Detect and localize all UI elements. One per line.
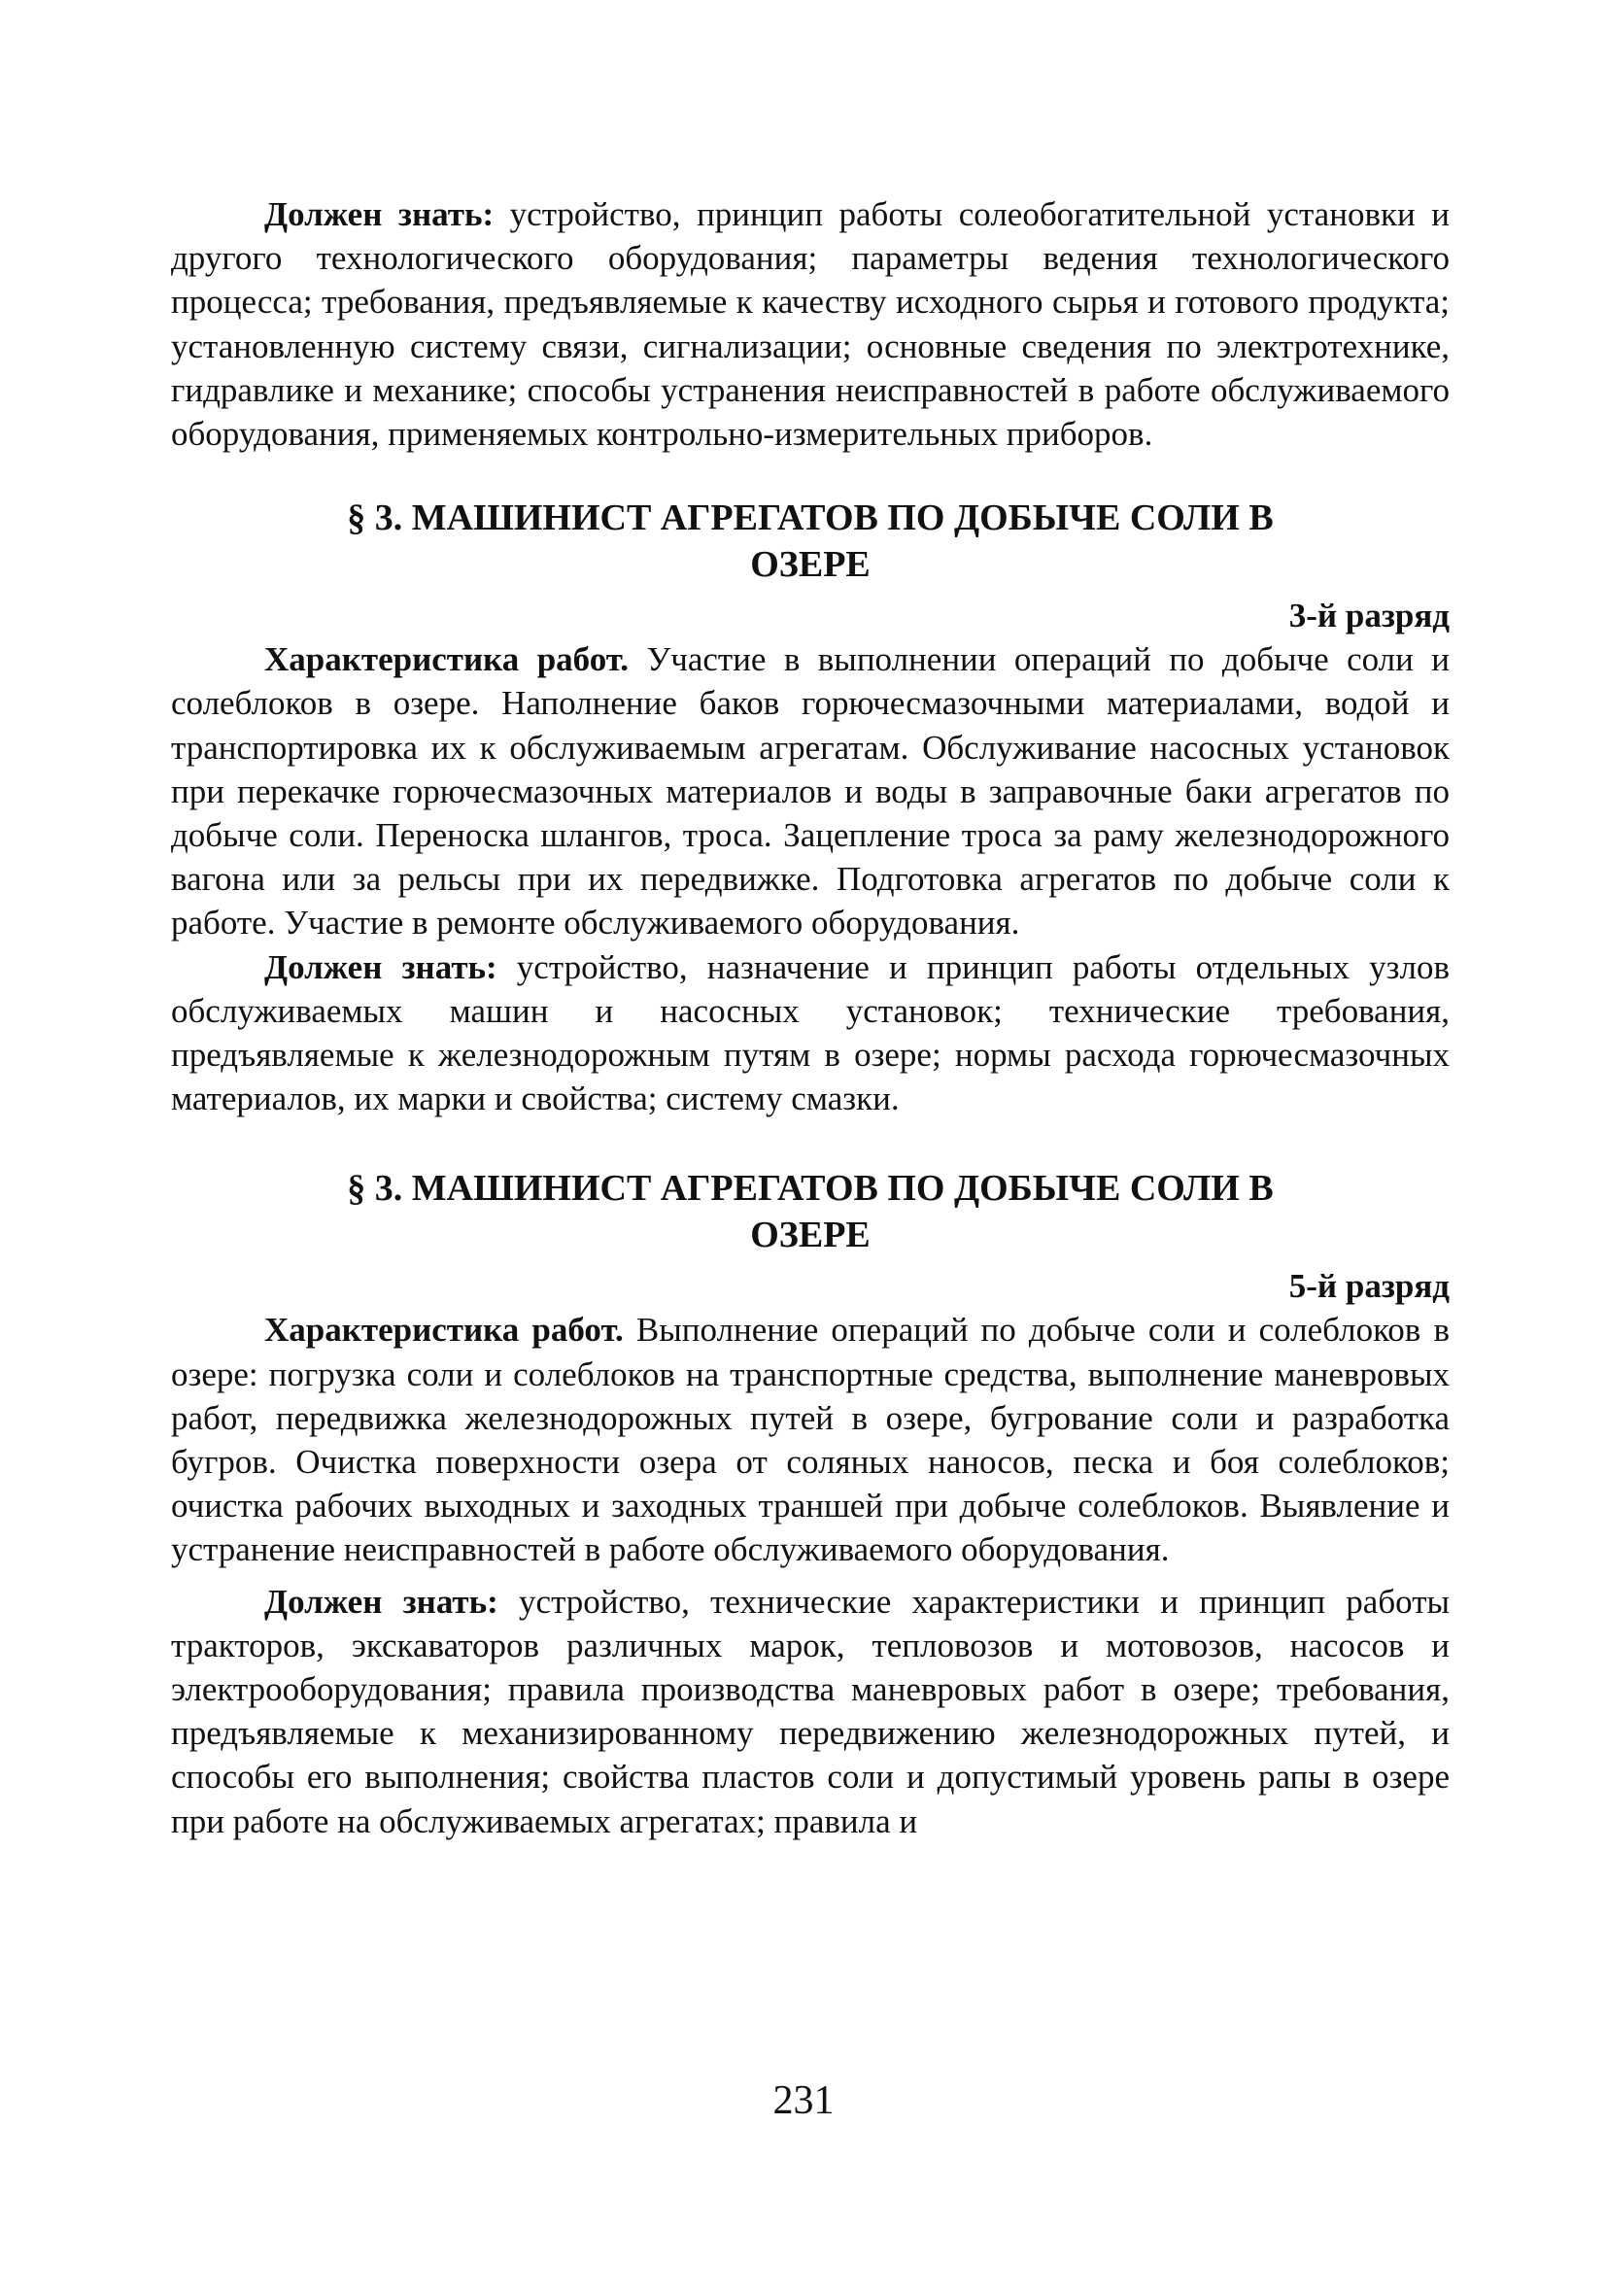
paragraph-lead: Характеристика работ. xyxy=(264,640,630,679)
section-heading-line: ОЗЕРЕ xyxy=(750,1215,871,1256)
section-heading-line: ОЗЕРЕ xyxy=(750,544,871,586)
section-heading xyxy=(171,1165,1450,1258)
paragraph-lead: Должен знать: xyxy=(264,947,497,986)
section-heading-line: § 3. МАШИНИСТ АГРЕГАТОВ ПО ДОБЫЧЕ СОЛИ В xyxy=(347,497,1274,539)
paragraph-text: устройство, назначение и принцип работы отдельных узлов обслуживаемых машин и насосных установок; технические требования, предъявляемые к железнодорожным путям в озере; нормы расхода горючесмазочных материалов, их марки и свойства; систему смазки. xyxy=(171,947,1451,1118)
grade-label: 5-й разряд xyxy=(1288,1267,1450,1306)
paragraph-lead: Должен знать: xyxy=(264,1582,498,1621)
characteristics-paragraph xyxy=(171,1308,1450,1571)
characteristics-paragraph xyxy=(171,637,1450,944)
paragraph-text: Участие в выполнении операций по добыче соли и солеблоков в озере. Наполнение баков горючесмазочными материалами, водой и транспортировка их к обслуживаемым агрегатам. Обслуживание насосных установок при перекачке горючесмазочных материалов и воды в заправочные баки агрегатов по добыче соли. Переноска шлангов, троса. Зацепление троса за раму железнодорожного вагона или за рельсы при их передвижке. Подготовка агрегатов по добыче соли к работе. Участие в ремонте обслуживаемого оборудования. xyxy=(171,640,1450,942)
paragraph-text: устройство, технические характеристики и принцип работы тракторов, экскаваторов различных марок, тепловозов и мотовозов, насосов и электрооборудования; правила производства маневровых работ в озере; требования, предъявляемые к механизированному передвижению железнодорожных путей, и способы его выполнения; свойства пластов соли и допустимый уровень рапы в озере при работе на обслуживаемых агрегатах; правила и xyxy=(171,1582,1450,1840)
section-heading-line: § 3. МАШИНИСТ АГРЕГАТОВ ПО ДОБЫЧЕ СОЛИ В xyxy=(347,1168,1274,1210)
paragraph-text: устройство, принцип работы солеобогатительной установки и другого технологического оборудования; параметры ведения технологического процесса; требования, предъявляемые к качеству исходного сырья и готового продукта; установленную систему связи, сигнализации; основные сведения по электротехнике, гидравлике и механике; способы устранения неисправностей в работе обслуживаемого оборудования, применяемых контрольно-измерительных приборов. xyxy=(171,195,1450,454)
page-body xyxy=(171,192,1450,1843)
knowledge-paragraph xyxy=(171,1580,1450,1843)
grade-label: 3-й разряд xyxy=(1288,597,1450,635)
knowledge-paragraph xyxy=(171,945,1450,1121)
intro-paragraph xyxy=(171,192,1450,456)
page-number: 231 xyxy=(772,2078,835,2123)
section-heading xyxy=(171,495,1450,588)
paragraph-lead: Характеристика работ. xyxy=(264,1311,624,1350)
paragraph-text: Выполнение операций по добыче соли и солеблоков в озере: погрузка соли и солеблоков на транспортные средства, выполнение маневровых работ, передвижка железнодорожных путей в озере, бугрование соли и разработка бугров. Очистка поверхности озера от соляных наносов, песка и боя солеблоков; очистка рабочих выходных и заходных траншей при добыче солеблоков. Выявление и устранение неисправностей в работе обслуживаемого оборудования. xyxy=(171,1311,1450,1569)
paragraph-lead: Должен знать: xyxy=(264,195,495,233)
